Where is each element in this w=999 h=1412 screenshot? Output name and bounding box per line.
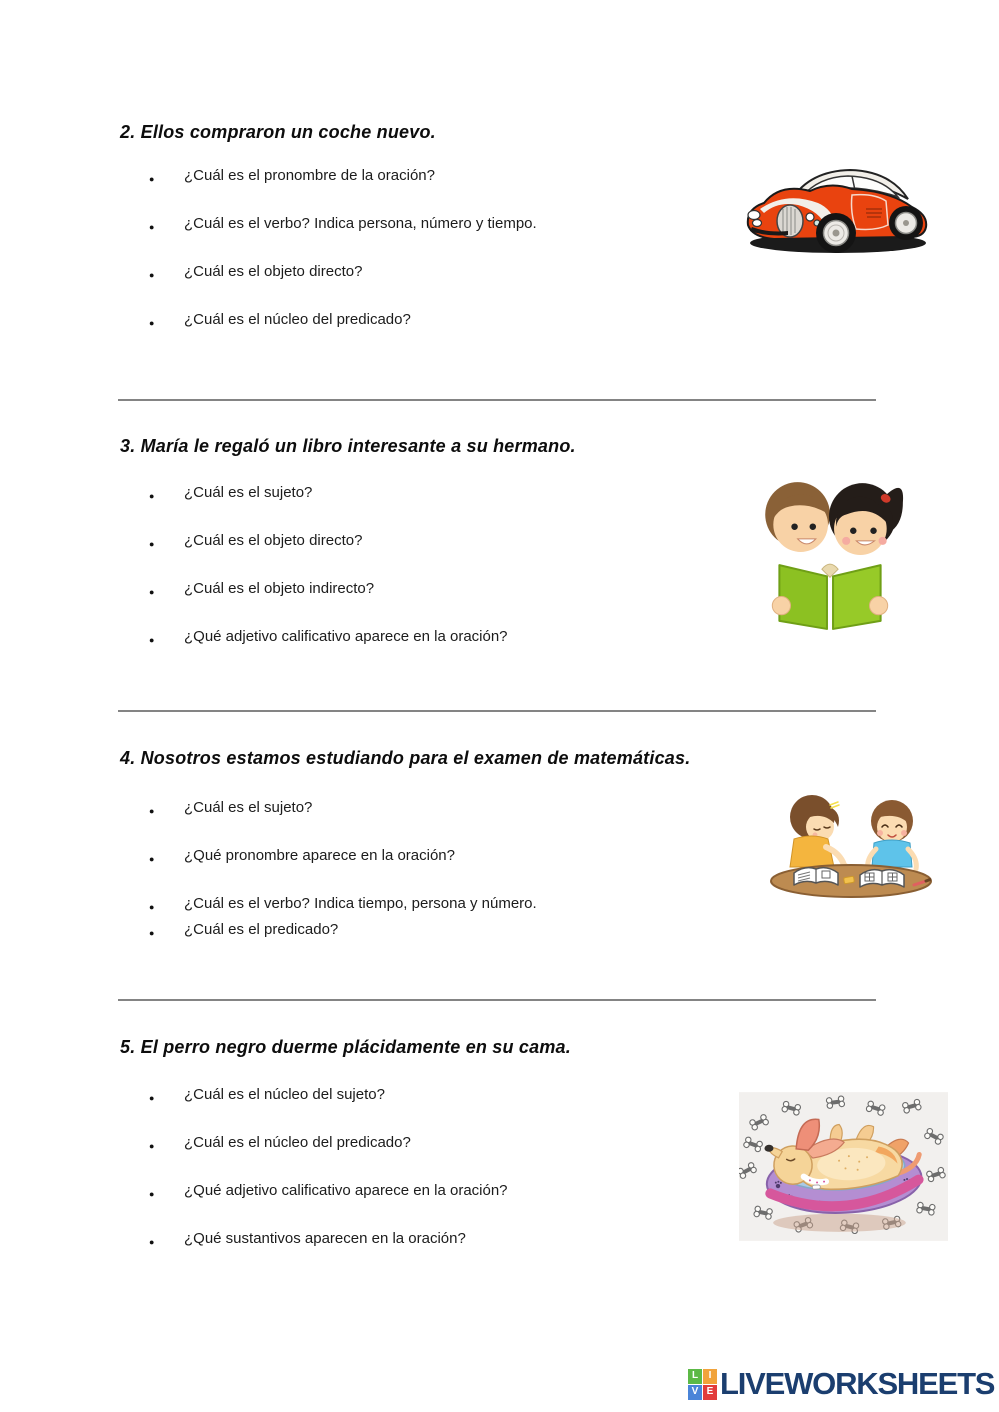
question-item <box>148 1181 508 1200</box>
question-text: ¿Cuál es el sujeto? <box>184 799 313 816</box>
children-reading-book-illustration <box>751 468 909 634</box>
logo-tile-i: I <box>703 1369 717 1384</box>
sleeping-dog-illustration <box>739 1092 948 1241</box>
question-item <box>148 166 537 185</box>
question-text: ¿Cuál es el núcleo del predicado? <box>184 311 411 328</box>
question-list-4 <box>148 798 537 968</box>
question-text: ¿Cuál es el núcleo del sujeto? <box>184 1086 385 1103</box>
question-text: ¿Cuál es el verbo? Indica persona, número y tiempo. <box>184 215 537 232</box>
sentence-heading-5: 5. El perro negro duerme plácidamente en su cama. <box>120 1037 571 1057</box>
sentence-heading-4: 4. Nosotros estamos estudiando para el examen de matemáticas. <box>120 748 691 768</box>
question-text: ¿Cuál es el objeto indirecto? <box>184 580 375 597</box>
logo-tile-l: L <box>688 1369 702 1384</box>
question-item <box>148 1085 508 1104</box>
question-text: ¿Cuál es el objeto directo? <box>184 263 363 280</box>
question-item <box>148 262 537 281</box>
question-text: ¿Qué sustantivos aparecen en la oración? <box>184 1230 466 1247</box>
question-text: ¿Cuál es el verbo? Indica tiempo, persona y número. <box>184 895 537 912</box>
question-text: ¿Qué adjetivo calificativo aparece en la oración? <box>184 628 508 645</box>
question-list-2 <box>148 166 537 358</box>
question-text: ¿Qué adjetivo calificativo aparece en la oración? <box>184 1182 508 1199</box>
red-sports-car-illustration <box>740 165 932 260</box>
brand-wordmark: LIVEWORKSHEETS <box>720 1366 995 1401</box>
question-item <box>148 531 508 550</box>
question-item <box>148 310 537 329</box>
question-item <box>148 846 537 865</box>
question-item <box>148 627 508 646</box>
question-item <box>148 920 537 939</box>
question-text: ¿Cuál es el núcleo del predicado? <box>184 1134 411 1151</box>
sentence-heading-3: 3. María le regaló un libro interesante a su hermano. <box>120 436 576 456</box>
question-item <box>148 214 537 233</box>
question-item <box>148 1133 508 1152</box>
logo-tile-e: E <box>703 1385 717 1400</box>
question-item <box>148 579 508 598</box>
question-item <box>148 894 537 913</box>
section-divider <box>118 399 876 401</box>
question-text: ¿Cuál es el pronombre de la oración? <box>184 167 435 184</box>
question-list-3 <box>148 483 508 675</box>
children-studying-illustration <box>768 791 935 907</box>
section-divider <box>118 999 876 1001</box>
question-item <box>148 798 537 817</box>
question-text: ¿Cuál es el sujeto? <box>184 484 313 501</box>
question-item <box>148 1229 508 1248</box>
question-text: ¿Qué pronombre aparece en la oración? <box>184 847 455 864</box>
sentence-heading-2: 2. Ellos compraron un coche nuevo. <box>120 122 436 142</box>
liveworksheets-logo <box>688 1368 994 1400</box>
question-text: ¿Cuál es el objeto directo? <box>184 532 363 549</box>
liveworksheets-logo-icon <box>688 1369 717 1400</box>
question-list-5 <box>148 1085 508 1277</box>
logo-tile-v: V <box>688 1385 702 1400</box>
question-text: ¿Cuál es el predicado? <box>184 921 339 938</box>
question-item <box>148 483 508 502</box>
section-divider <box>118 710 876 712</box>
